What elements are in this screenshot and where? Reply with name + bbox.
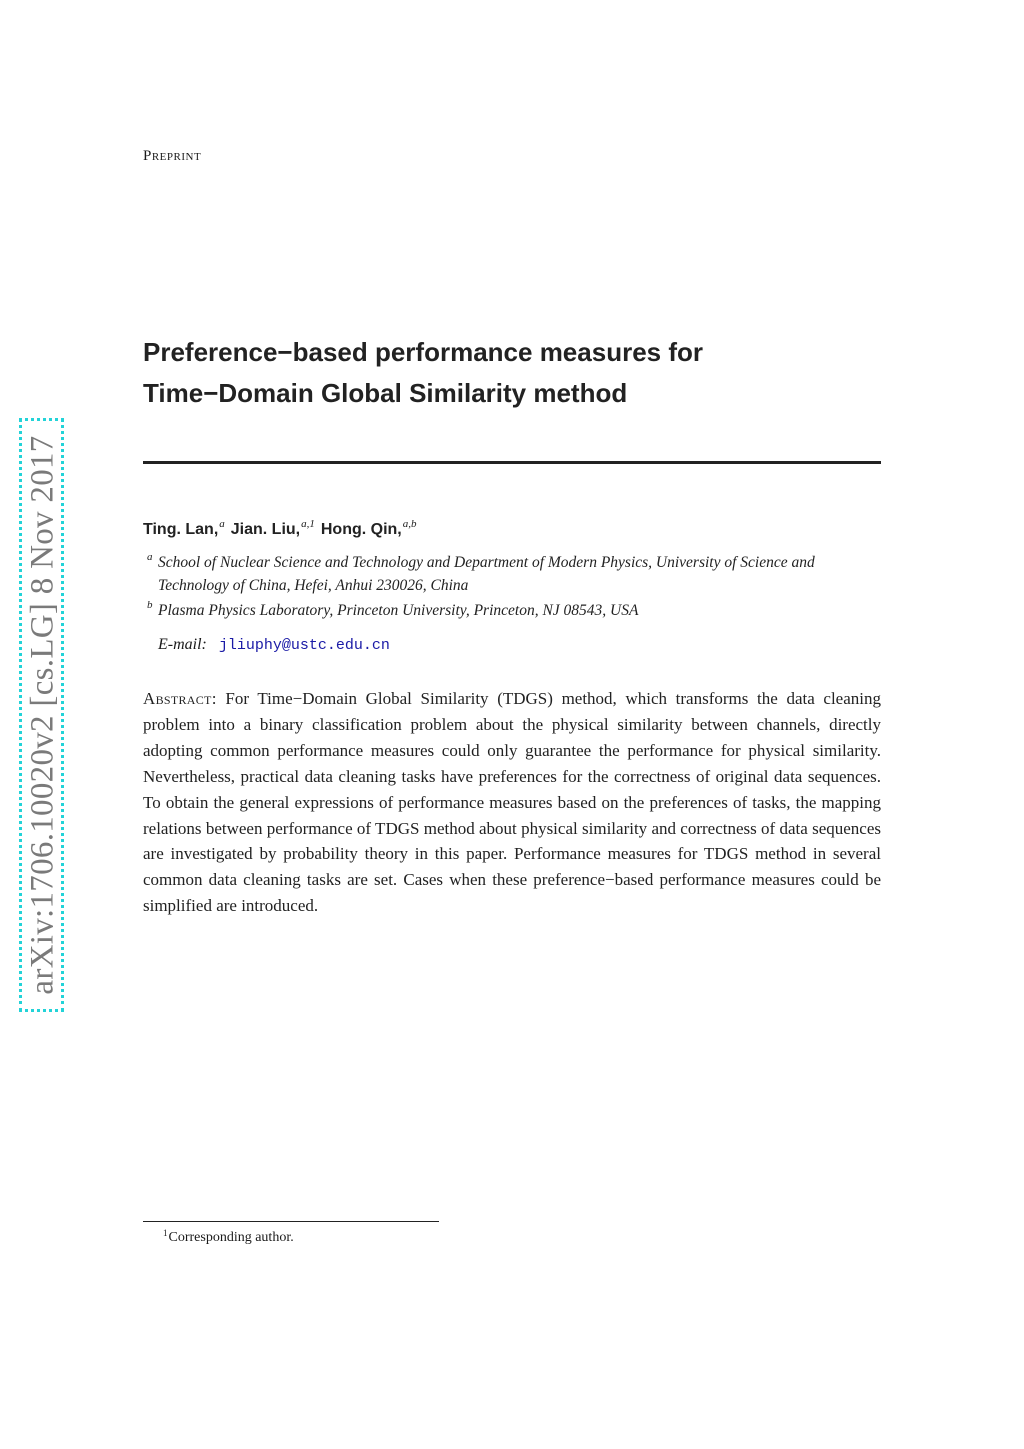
preprint-header: Preprint [143, 148, 202, 164]
author-affiliation-mark: a,b [402, 518, 417, 530]
affiliation-mark: a [147, 551, 153, 563]
author-name: Ting. Lan, [143, 521, 219, 538]
title-rule [143, 461, 881, 464]
author-name: Jian. Liu, [230, 521, 301, 538]
affiliation-a [147, 551, 883, 597]
abstract-text: For Time−Domain Global Similarity (TDGS) method, which transforms the data cleaning problem into a binary classification problem about the physical similarity between channels, directly adopting common performance measures could only guarantee the performance for physical similarity. Nevertheless, practical data cleaning tasks have preferences for the correctness of original data sequences. To obtain the general expressions of performance measures based on the preferences of tasks, the mapping relations between performance of TDGS method about physical similarity and correctness of data sequences are investigated by probability theory in this paper. Performance measures for TDGS method in several common data cleaning tasks are set. Cases when these preference−based performance measures could be simplified are introduced. [143, 689, 881, 916]
footnote-rule [143, 1221, 439, 1222]
title-line-1: Preference−based performance measures for [143, 337, 703, 367]
title-line-2: Time−Domain Global Similarity method [143, 378, 628, 408]
author-affiliation-mark: a,1 [301, 518, 315, 530]
abstract-heading: Abstract: [143, 689, 217, 708]
affiliation-text: School of Nuclear Science and Technology and Department of Modern Physics, University of Science and Technology of China, Hefei, Anhui 230026, China [158, 554, 815, 594]
author-name: Hong. Qin, [320, 521, 402, 538]
author-list [143, 518, 416, 539]
email-line [158, 636, 390, 654]
abstract [143, 686, 881, 919]
paper-title [143, 332, 883, 414]
arxiv-stamp-text: arXiv:1706.10020v2 [cs.LG] 8 Nov 2017 [24, 435, 61, 995]
author-affiliation-mark: a [219, 518, 225, 530]
email-label: E-mail: [158, 636, 207, 653]
footnote-text: Corresponding author. [168, 1230, 294, 1245]
affiliation-mark: b [147, 599, 153, 611]
footnote [163, 1228, 294, 1246]
affiliation-text: Plasma Physics Laboratory, Princeton University, Princeton, NJ 08543, USA [158, 602, 639, 619]
footnote-mark: 1 [163, 1228, 168, 1238]
affiliation-b [147, 599, 883, 622]
email-link[interactable]: jliuphy@ustc.edu.cn [218, 637, 390, 654]
